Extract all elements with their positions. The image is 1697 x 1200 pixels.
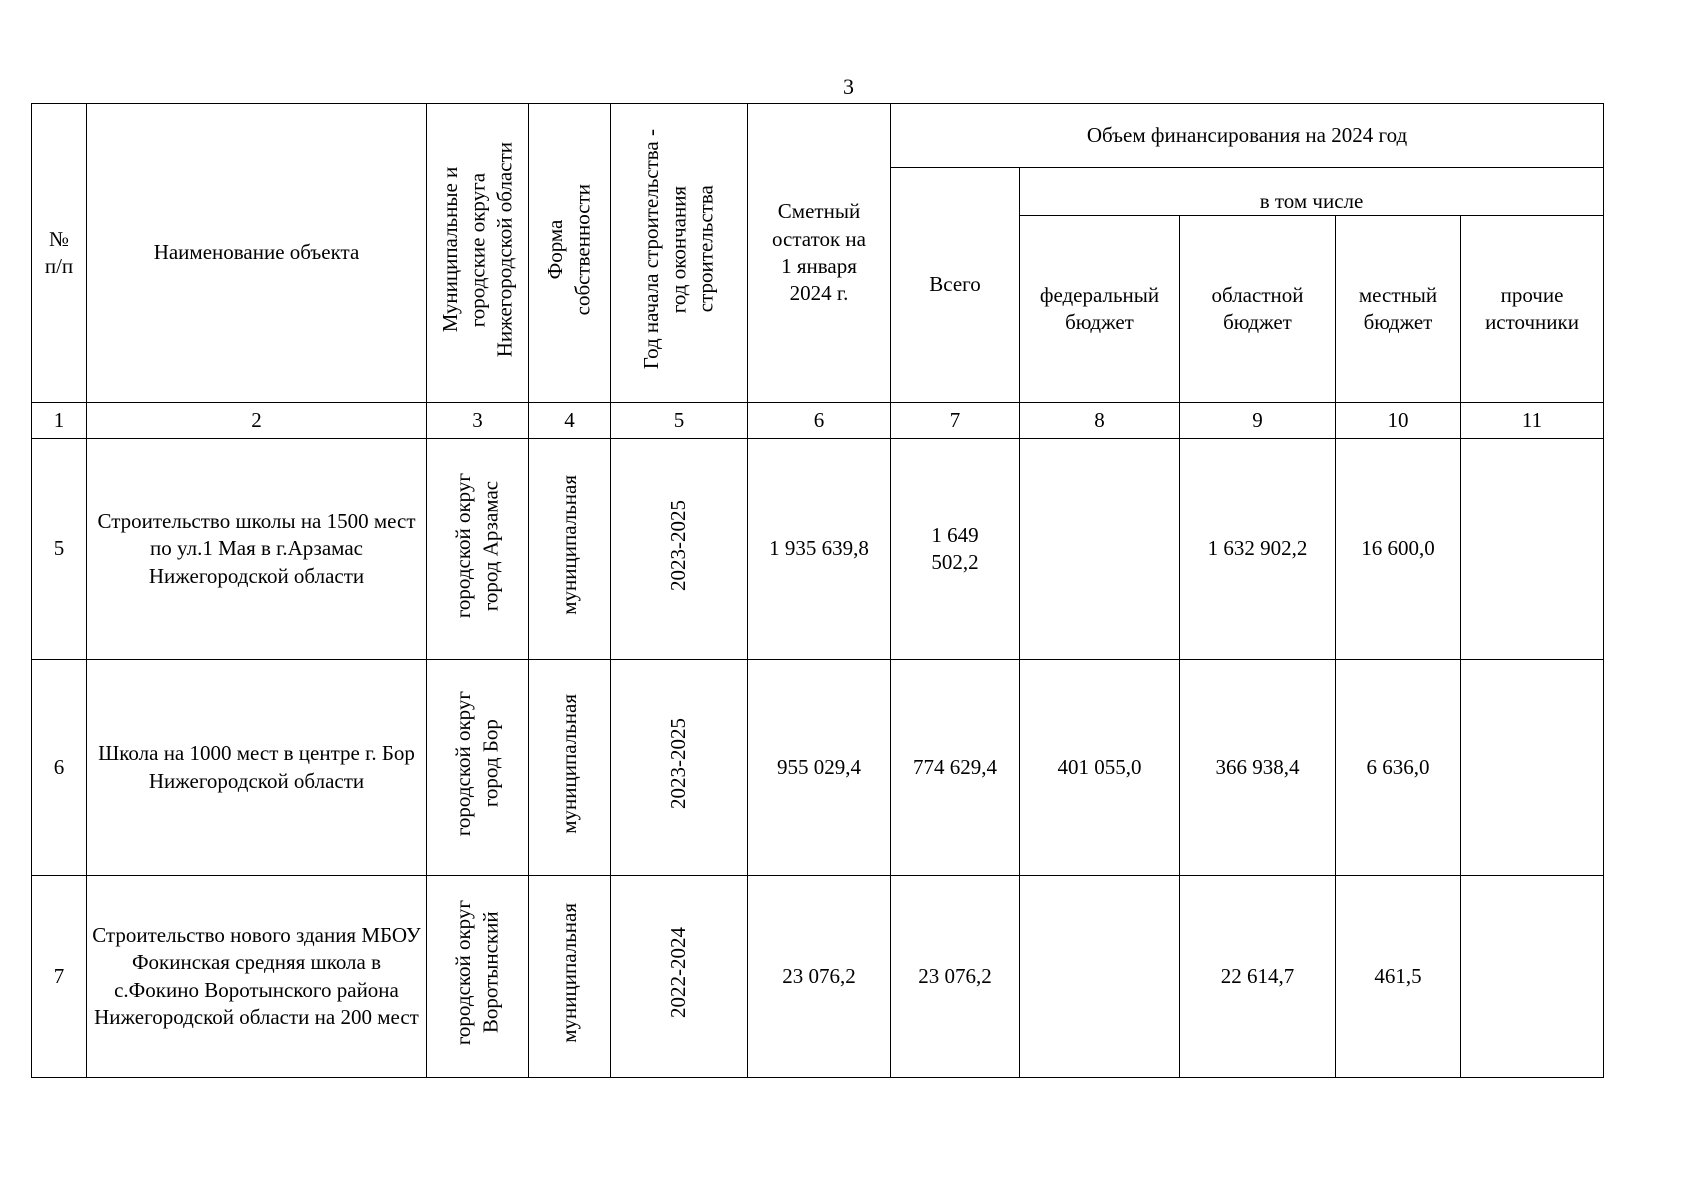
- col-num-11: 11: [1461, 403, 1604, 439]
- row-num: 6: [32, 660, 87, 876]
- other-sources: [1461, 876, 1604, 1078]
- header-num: № п/п: [32, 104, 87, 403]
- header-total: Всего: [891, 168, 1020, 403]
- object-name: Школа на 1000 мест в центре г. Бор Нижегородской области: [87, 660, 427, 876]
- page-number: 3: [843, 74, 854, 99]
- header-ownership-cell: [529, 104, 611, 403]
- object-name: Строительство школы на 1500 мест по ул.1 Мая в г.Арзамас Нижегородской области: [87, 439, 427, 660]
- header-federal: федеральный бюджет: [1020, 216, 1180, 403]
- estimated-balance: 955 029,4: [748, 660, 891, 876]
- table-row: [32, 660, 1604, 876]
- ownership: муниципальная: [556, 475, 581, 616]
- row-num: 7: [32, 876, 87, 1078]
- local-budget: 16 600,0: [1336, 439, 1461, 660]
- col-num-3: 3: [427, 403, 529, 439]
- objects-table: [31, 103, 1604, 1078]
- regional-budget: 1 632 902,2: [1180, 439, 1336, 660]
- table-row: [32, 439, 1604, 660]
- estimated-balance: 1 935 639,8: [748, 439, 891, 660]
- municipality: городской округ город Арзамас: [451, 472, 503, 618]
- row-num: 5: [32, 439, 87, 660]
- municipality: городской округ Воротынский: [451, 900, 503, 1046]
- col-num-5: 5: [611, 403, 748, 439]
- regional-budget: 366 938,4: [1180, 660, 1336, 876]
- other-sources: [1461, 439, 1604, 660]
- object-name: Строительство нового здания МБОУ Фокинская средняя школа в с.Фокино Воротынского района Нижегородской области на 200 мест: [87, 876, 427, 1078]
- ownership-cell: [529, 439, 611, 660]
- construction-years: 2023-2025: [666, 718, 691, 810]
- ownership: муниципальная: [556, 902, 581, 1043]
- table-row: [32, 876, 1604, 1078]
- local-budget: 461,5: [1336, 876, 1461, 1078]
- years-cell: [611, 876, 748, 1078]
- column-numbers-row: [32, 403, 1604, 439]
- total-funding: 774 629,4: [891, 660, 1020, 876]
- construction-years: 2023-2025: [666, 499, 691, 591]
- municipality-cell: [427, 660, 529, 876]
- estimated-balance: 23 076,2: [748, 876, 891, 1078]
- col-num-6: 6: [748, 403, 891, 439]
- ownership-cell: [529, 660, 611, 876]
- total-funding: 23 076,2: [891, 876, 1020, 1078]
- header-local: местный бюджет: [1336, 216, 1461, 403]
- header-other: прочие источники: [1461, 216, 1604, 403]
- header-funding: Объем финансирования на 2024 год: [891, 104, 1604, 168]
- construction-years: 2022-2024: [666, 927, 691, 1019]
- header-municipality-cell: [427, 104, 529, 403]
- header-name: Наименование объекта: [87, 104, 427, 403]
- regional-budget: 22 614,7: [1180, 876, 1336, 1078]
- municipality: городской округ город Бор: [451, 691, 503, 837]
- federal-budget: [1020, 439, 1180, 660]
- col-num-4: 4: [529, 403, 611, 439]
- col-num-9: 9: [1180, 403, 1336, 439]
- federal-budget: 401 055,0: [1020, 660, 1180, 876]
- federal-budget: [1020, 876, 1180, 1078]
- col-num-1: 1: [32, 403, 87, 439]
- header-row-1: [32, 104, 1604, 168]
- header-including: в том числе: [1020, 168, 1604, 216]
- years-cell: [611, 439, 748, 660]
- col-num-2: 2: [87, 403, 427, 439]
- col-num-10: 10: [1336, 403, 1461, 439]
- municipality-cell: [427, 439, 529, 660]
- header-regional: областной бюджет: [1180, 216, 1336, 403]
- header-years-cell: [611, 104, 748, 403]
- total-funding: 1 649 502,2: [891, 439, 1020, 660]
- col-num-7: 7: [891, 403, 1020, 439]
- ownership-cell: [529, 876, 611, 1078]
- local-budget: 6 636,0: [1336, 660, 1461, 876]
- ownership: муниципальная: [556, 693, 581, 834]
- header-balance: Сметный остаток на 1 января 2024 г.: [748, 104, 891, 403]
- header-municipality: Муниципальные и городские округа Нижегородской области: [437, 141, 517, 357]
- other-sources: [1461, 660, 1604, 876]
- header-ownership: Форма собственности: [543, 183, 595, 316]
- municipality-cell: [427, 876, 529, 1078]
- years-cell: [611, 660, 748, 876]
- header-years: Год начала строительства - год окончания строительства: [639, 129, 718, 370]
- col-num-8: 8: [1020, 403, 1180, 439]
